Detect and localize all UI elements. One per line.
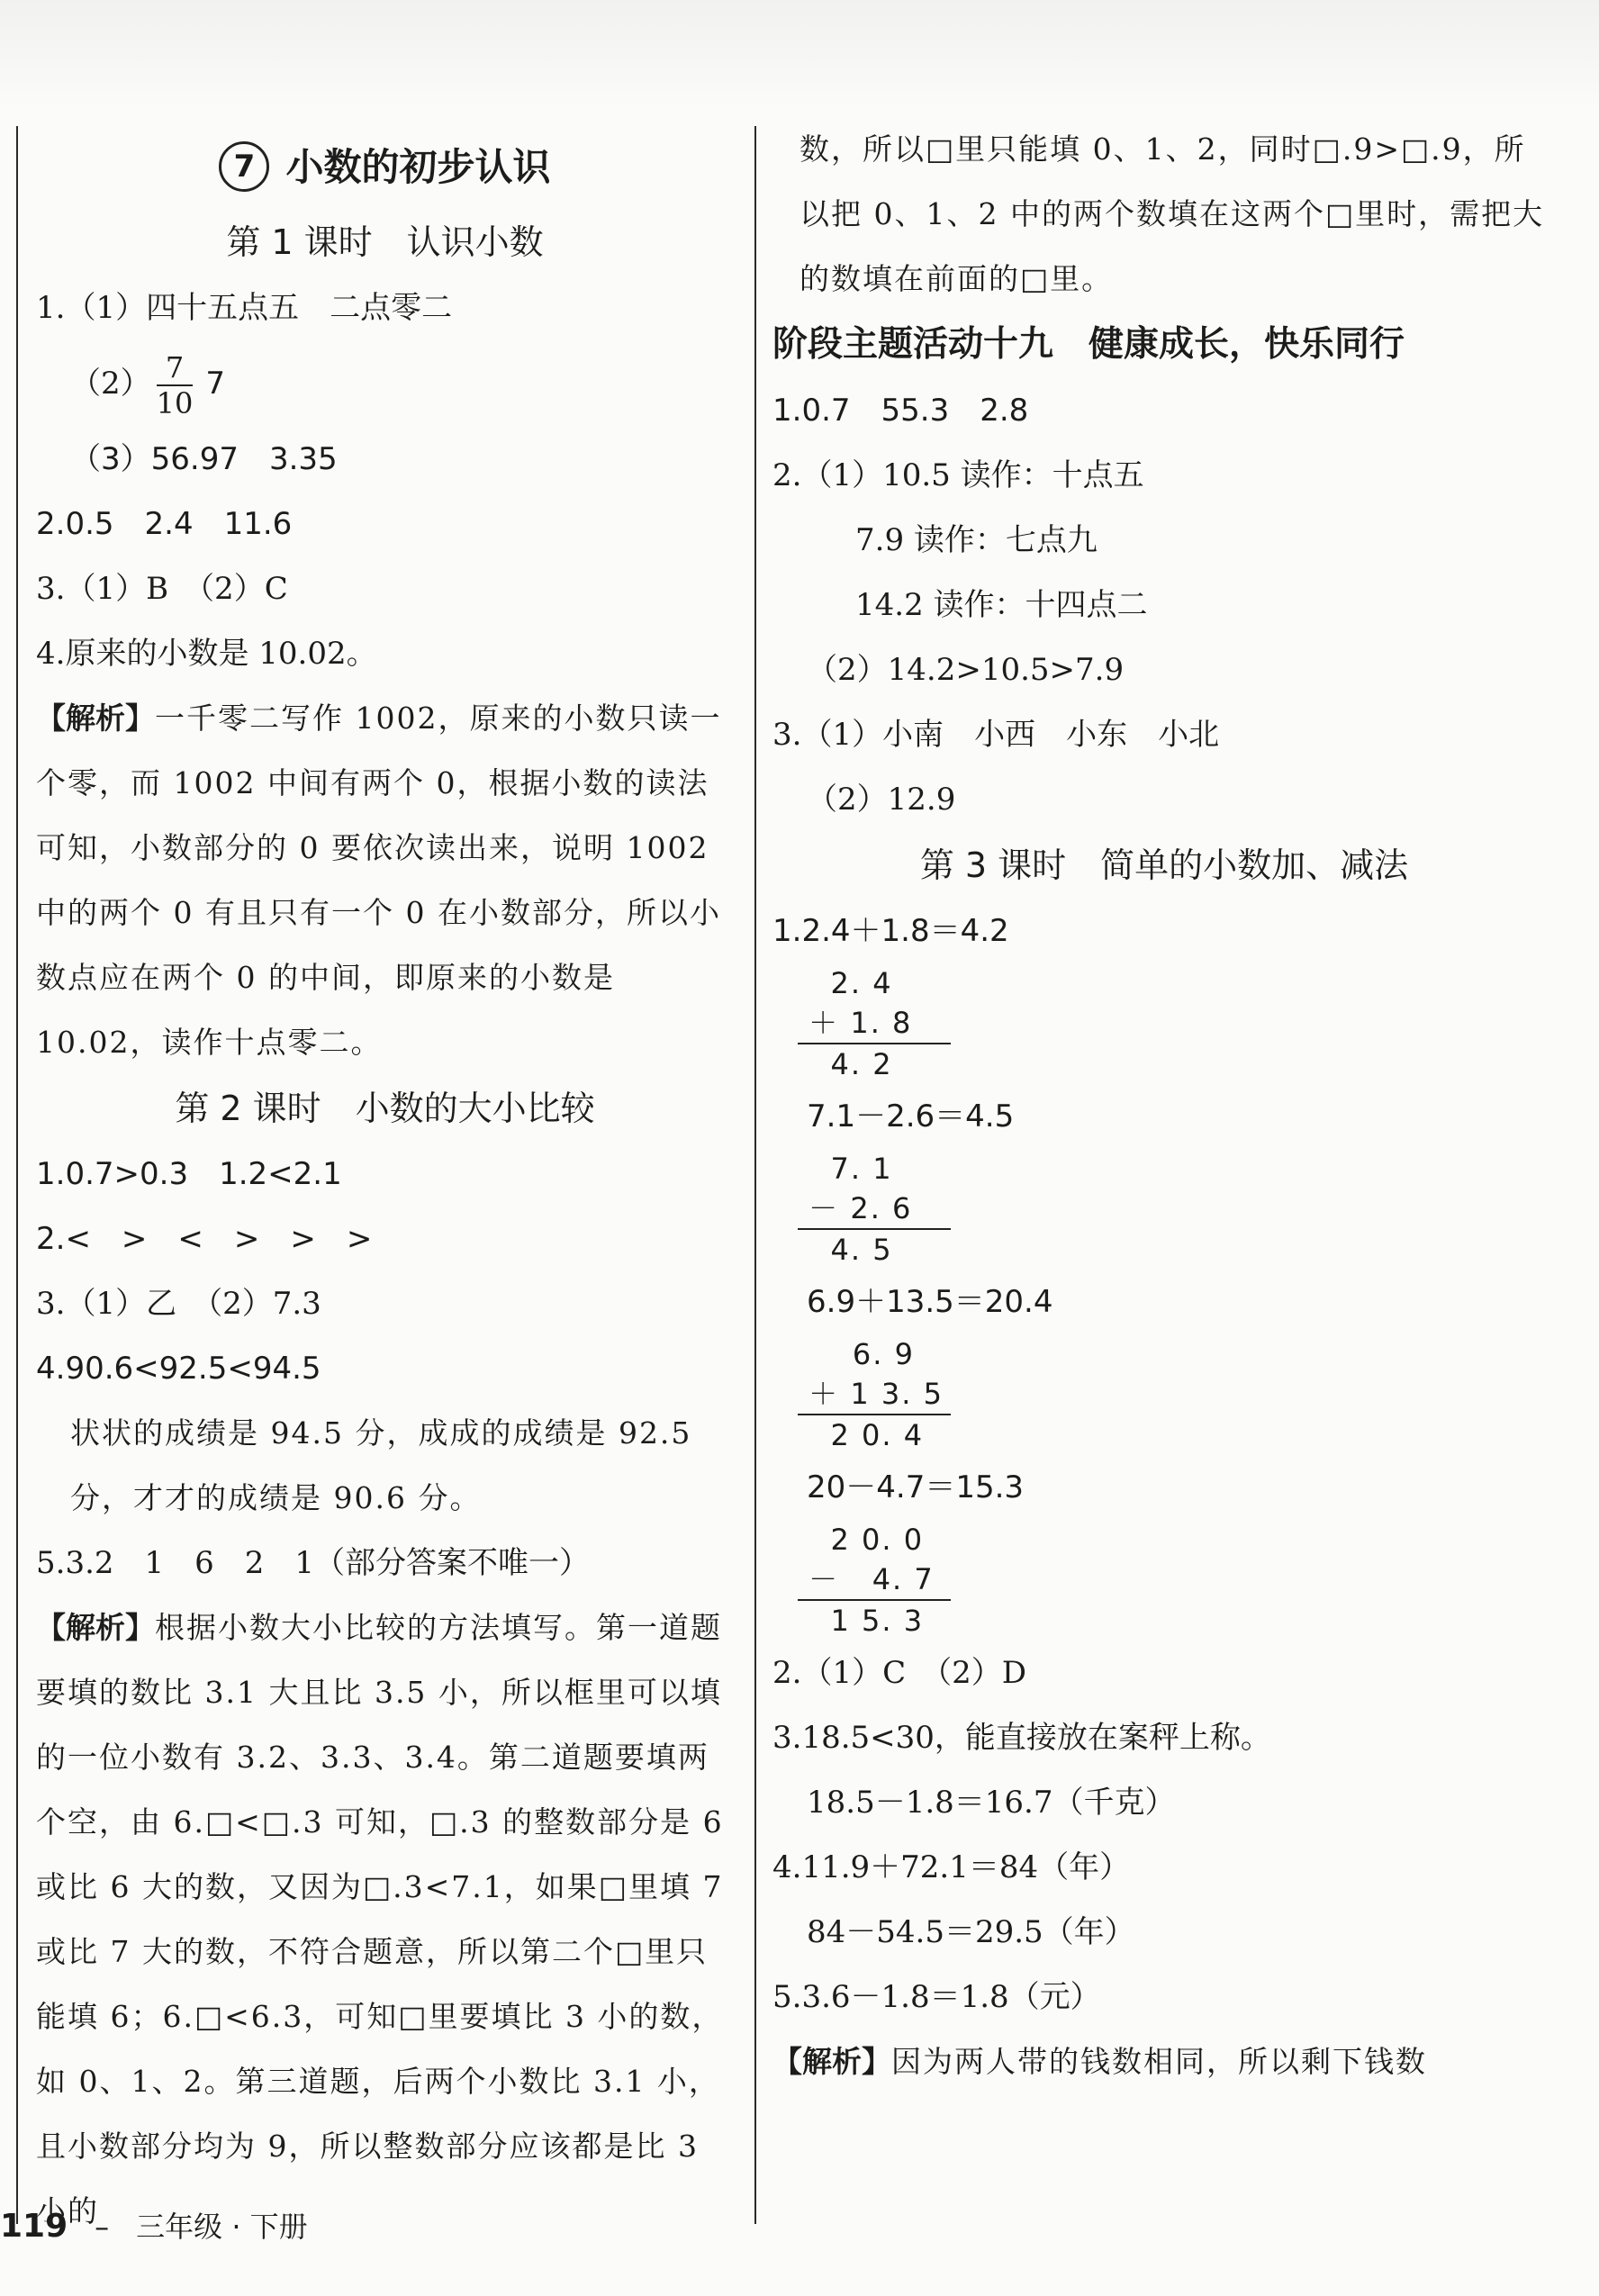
fraction-numerator: 7 xyxy=(157,350,194,386)
l2-answer-4-text: 状状的成绩是 94.5 分，成成的成绩是 92.5 分，才才的成绩是 90.6 分。 xyxy=(70,1415,692,1515)
grade-label: 三年级 · 下册 xyxy=(136,2210,308,2244)
l2-answer-1: 1.0.7>0.3 1.2<2.1 xyxy=(36,1156,342,1192)
l3-answer-1b: 7.1－2.6＝4.5 xyxy=(807,1098,1015,1134)
l2-analysis-continued: 数，所以□里只能填 0、1、2，同时□.9>□.9，所以把 0、1、2 中的两个数填在这两个□里时，需把大的数填在前面的□里。 xyxy=(800,131,1545,296)
page-number: 119 xyxy=(0,2208,68,2245)
l2-analysis xyxy=(36,1595,734,2244)
l1-analysis-text: 一千零二写作 1002，原来的小数只读一个零，而 1002 中间有两个 0，根据小数的读法可知，小数部分的 0 要依次读出来，说明 1002 中的两个 0 有且只有一个 0 在小数部分，所以小数点应在两个 0 的中间，即原来的小数是 10.02，读作十点零二。 xyxy=(36,701,722,1060)
l1-answer-1-2-suffix: 7 xyxy=(205,366,225,402)
l3-answer-1a: 1.2.4＋1.8＝4.2 xyxy=(772,913,1009,949)
l1-answer-1-2 xyxy=(36,340,734,427)
act-answer-3-1: 3.（1）小南 小西 小东 小北 xyxy=(772,717,1220,753)
l1-answer-1-2-prefix: （2） xyxy=(70,366,151,402)
act-answer-2-1c: 14.2 读作：十四点二 xyxy=(855,587,1148,623)
l3-answer-1d: 20－4.7＝15.3 xyxy=(807,1469,1025,1505)
column-divider xyxy=(754,126,756,2224)
lesson-2-title: 第 2 课时 小数的大小比较 xyxy=(175,1089,595,1128)
vertical-calc-1 xyxy=(798,963,951,1084)
unit-number-badge: 7 xyxy=(219,141,269,192)
calc-row: － 4. 7 xyxy=(798,1559,951,1601)
vertical-calc-3 xyxy=(798,1334,951,1455)
footer-dash: – xyxy=(95,2210,110,2244)
calc-result: 1 5. 3 xyxy=(798,1604,925,1638)
vertical-calc-2 xyxy=(798,1149,951,1270)
fraction xyxy=(157,350,194,420)
page-header-band xyxy=(0,0,1599,108)
l2-analysis-text: 根据小数大小比较的方法填写。第一道题要填的数比 3.1 大且比 3.5 小，所以框里可以填的一位小数有 3.2、3.3、3.4。第二道题要填两个空，由 6.□<□.3 可知，□.3 的整数部分是 6 或比 6 大的数，又因为□.3<7.1，如果□里填 7 或比 7 大的数，不符合题意，所以第二个□里只能填 6；6.□<6.3，可知□里要填比 3 小的数，如 0、1、2。第三道题，后两个小数比 3.1 小，且小数部分均为 9，所以整数部分应该都是比 3 小的 xyxy=(36,1610,724,2228)
l3-answer-4b: 84－54.5＝29.5（年） xyxy=(807,1914,1135,1950)
l1-analysis xyxy=(36,686,734,1075)
fraction-denominator: 10 xyxy=(156,386,194,420)
unit-title-text: 小数的初步认识 xyxy=(285,145,551,189)
act-answer-1: 1.0.7 55.3 2.8 xyxy=(772,393,1029,429)
analysis-label: 【解析】 xyxy=(36,701,155,736)
calc-row: 2 0. 0 xyxy=(798,1523,925,1557)
l1-answer-2: 2.0.5 2.4 11.6 xyxy=(36,506,293,542)
act-answer-2-1: 2.（1）10.5 读作：十点五 xyxy=(772,457,1144,493)
unit-title xyxy=(36,126,734,209)
lesson-3-title: 第 3 课时 简单的小数加、减法 xyxy=(919,845,1409,885)
act-answer-2-2: （2）14.2>10.5>7.9 xyxy=(807,652,1125,688)
calc-row: ＋ 1 3. 5 xyxy=(798,1374,951,1415)
l1-answer-4: 4.原来的小数是 10.02。 xyxy=(36,636,377,672)
l2-answer-2: 2.< > < > > > xyxy=(36,1221,373,1257)
calc-row: 6. 9 xyxy=(798,1337,915,1371)
right-column xyxy=(772,126,1556,2094)
l2-answer-5: 5.3.2 1 6 2 1（部分答案不唯一） xyxy=(36,1545,591,1581)
l3-answer-5: 5.3.6－1.8＝1.8（元） xyxy=(772,1979,1101,2015)
act-answer-3-2: （2）12.9 xyxy=(807,782,956,818)
calc-row: 7. 1 xyxy=(798,1152,893,1186)
calc-result: 4. 2 xyxy=(798,1047,893,1081)
activity-title: 阶段主题活动十九 健康成长，快乐同行 xyxy=(772,324,1405,365)
l2-answer-3: 3.（1）乙 （2）7.3 xyxy=(36,1286,321,1322)
vertical-calc-4 xyxy=(798,1520,951,1641)
l3-answer-3b: 18.5－1.8＝16.7（千克） xyxy=(807,1785,1176,1821)
l3-answer-4: 4.11.9＋72.1＝84（年） xyxy=(772,1849,1131,1885)
analysis-label: 【解析】 xyxy=(772,2044,891,2079)
calc-row: － 2. 6 xyxy=(798,1189,951,1230)
l1-answer-1-3: （3）56.97 3.35 xyxy=(70,441,338,477)
calc-row: 2. 4 xyxy=(798,966,893,1000)
lesson-1-title: 第 1 课时 认识小数 xyxy=(226,222,544,262)
l3-answer-1c: 6.9＋13.5＝20.4 xyxy=(807,1284,1053,1320)
l1-answer-1-1: 1.（1）四十五点五 二点零二 xyxy=(36,290,453,326)
analysis-label: 【解析】 xyxy=(36,1610,155,1645)
l1-answer-3: 3.（1）B （2）C xyxy=(36,571,288,607)
act-answer-2-1b: 7.9 读作：七点九 xyxy=(855,522,1098,558)
left-column xyxy=(36,126,734,2244)
calc-row: ＋ 1. 8 xyxy=(798,1003,951,1044)
left-margin-rule xyxy=(16,126,18,2224)
l3-analysis-text: 因为两人带的钱数相同，所以剩下钱数 xyxy=(891,2044,1427,2079)
calc-result: 4. 5 xyxy=(798,1233,893,1267)
calc-result: 2 0. 4 xyxy=(798,1418,925,1452)
l3-answer-3: 3.18.5<30，能直接放在案秤上称。 xyxy=(772,1720,1271,1756)
l3-answer-2: 2.（1）C （2）D xyxy=(772,1655,1026,1691)
page-footer xyxy=(0,2204,308,2246)
l3-analysis xyxy=(772,2029,1556,2094)
l2-answer-4: 4.90.6<92.5<94.5 xyxy=(36,1351,321,1387)
